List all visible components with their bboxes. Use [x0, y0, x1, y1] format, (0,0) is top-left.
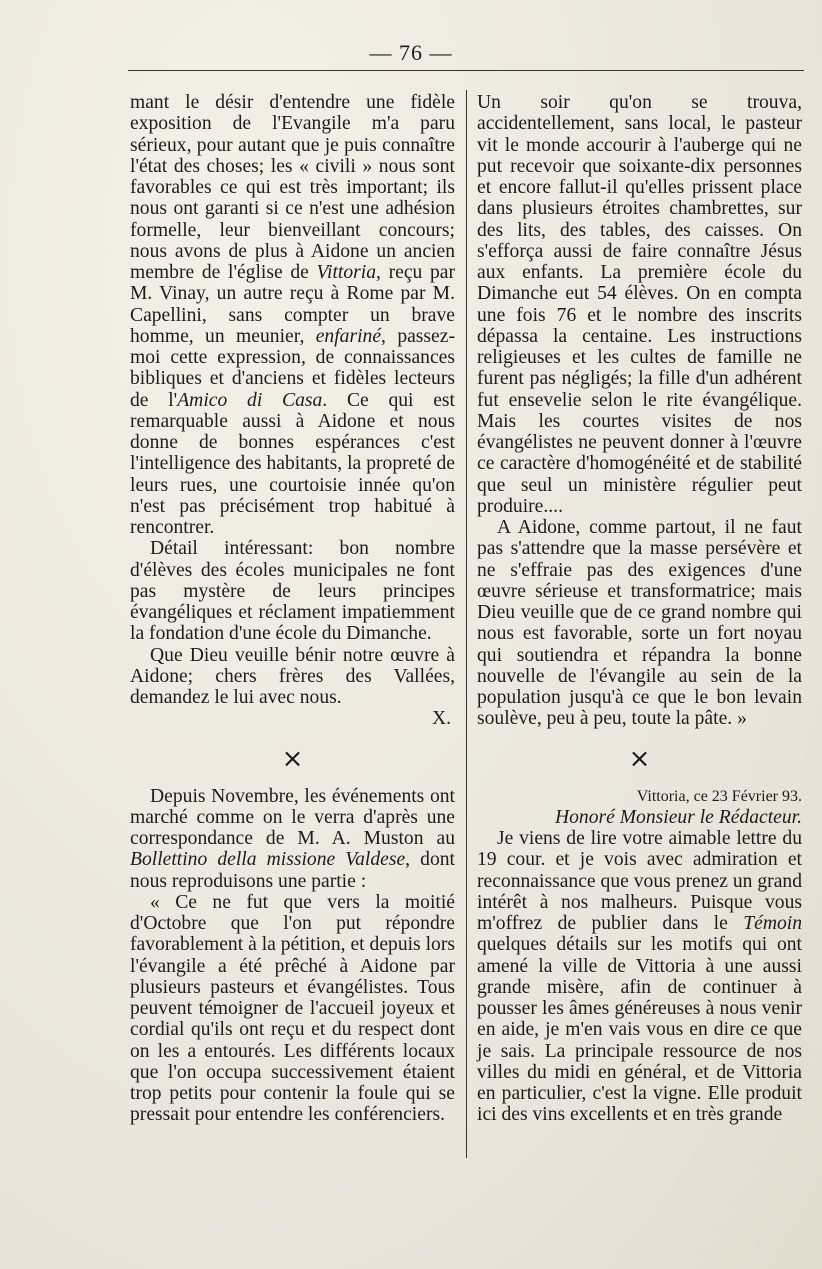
- right-column: [477, 92, 802, 1126]
- header-rule: [128, 70, 804, 71]
- salutation: Honoré Monsieur le Rédacteur.: [554, 806, 802, 828]
- paragraph: Détail intéressant: bon nombre d'élèves des écoles municipales ne font pas mystère de leurs principes évangéliques et réclament impatiemment la fondation d'une école du Dimanche.: [130, 538, 455, 645]
- left-column: [130, 92, 455, 1126]
- paragraph: Que Dieu veuille bénir notre œuvre à Aidone; chers frères des Vallées, demandez le lui avec nous.: [130, 644, 455, 708]
- section-separator: ×: [281, 743, 304, 774]
- paragraph: Un soir qu'on se trouva, accidentellement, sans local, le pasteur vit le monde accourir à l'auberge qui ne put recevoir que soixante-dix personnes et encore fallut-il qu'elles prissent place dans plusieurs étroites chambrettes, sur des lits, des tables, des caisses. On s'efforça aussi de faire connaître Jésus aux enfants. La première école du Dimanche eut 54 élèves. On en compta une fois 76 et le nombre des inscrits dépassa la centaine. Les instructions religieuses et les cultes de famille ne furent pas négligés; la fille d'un adhérent fut ensevelie selon le rite évangélique. Mais les courtes visites de nos évangélistes ne peuvent donner à l'œuvre ce caractère d'homogénéité et de stabilité que seul un ministère régulier peut produire....: [477, 92, 802, 517]
- paragraph: A Aidone, comme partout, il ne faut pas s'attendre que la masse persévère et ne s'effraie pas des exigences d'une œuvre sérieuse et transformatrice; mais Dieu veuille que de ce grand nombre qui nous est favorable, sorte un fort noyau qui soutiendra et répandra la bonne nouvelle de l'évangile au sein de la population jusqu'à ce que le bon levain soulève, peu à peu, toute la pâte. »: [477, 517, 802, 730]
- column-divider: [466, 90, 467, 1158]
- page-number: — 76 —: [369, 40, 453, 65]
- paragraph: Depuis Novembre, les événements ont marché comme on le verra d'après une correspondance de M. A. Muston au Bollettino della missione Valdese, dont nous reproduisons une partie :: [130, 785, 455, 892]
- author-signature: X.: [431, 708, 451, 730]
- paragraph: Je viens de lire votre aimable lettre du 19 cour. et je vois avec admiration et reconnaissance que vous prenez un grand intérêt à nos malheurs. Puisque vous m'offrez de publier dans le Témoin quelques détails sur les motifs qui ont amené la ville de Vittoria à une aussi grande misère, afin de continuer à pousser les âmes généreuses à nous venir en aide, je m'en vais vous en dire ce que je sais. La principale ressource de nos villes du midi en général, et de Vittoria en particulier, c'est la vigne. Elle produit ici des vins excellents et en très grande: [477, 828, 802, 1126]
- paragraph: mant le désir d'entendre une fidèle exposition de l'Evangile m'a paru sérieux, pour autant que je puis connaître l'état des choses; les « civili » nous sont favorables ce qui est très important; ils nous ont garanti si ce n'est une adhésion formelle, leur bienveillant concours; nous avons de plus à Aidone un ancien membre de l'église de Vittoria, reçu par M. Vinay, un autre reçu à Rome par M. Capellini, sans compter un brave homme, un meunier, enfariné, passez-moi cette expression, de connaissances bibliques et d'anciens et fidèles lecteurs de l'Amico di Casa. Ce qui est remarquable aussi à Aidone et nous donne de bonnes espérances c'est l'intelligence des habitants, la propreté de leurs rues, une courtoisie innée qu'on n'est pas précisément trop habitué à rencontrer.: [130, 92, 455, 538]
- dateline: Vittoria, ce 23 Février 93.: [636, 787, 802, 805]
- paragraph: « Ce ne fut que vers la moitié d'Octobre que l'on put répondre favorablement à la pétition, et depuis lors l'évangile a été prêché à Aidone par plusieurs pasteurs et évangélistes. Tous peuvent témoigner de l'accueil joyeux et cordial qu'ils ont reçu et du respect dont on les a entourés. Les différents locaux que l'on occupa successivement étaient trop petits pour contenir la foule qui se pressait pour entendre les conférenciers.: [130, 891, 455, 1126]
- section-separator: ×: [628, 743, 651, 774]
